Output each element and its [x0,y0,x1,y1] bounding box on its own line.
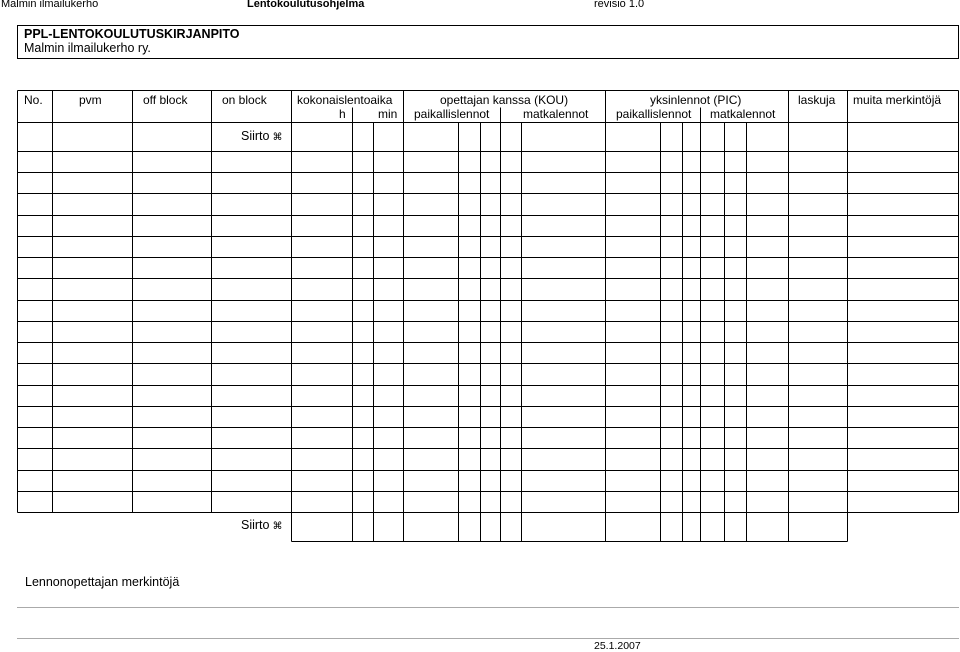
carry-out-label [241,518,282,532]
notes-line-2 [17,638,959,639]
col-remarks: muita merkintöjä [853,93,942,107]
col-solo: yksinlennot (PIC) [650,93,742,107]
page-subtitle: Malmin ilmailukerho ry. [24,41,151,55]
col-on-block: on block [222,93,267,107]
club-name: Malmin ilmailukerho [1,0,99,10]
col-no: No. [24,93,43,107]
page-title: PPL-LENTOKOULUTUSKIRJANPITO [24,27,240,41]
col-landings: laskuja [798,93,836,107]
col-solo-local: paikallislennot [616,107,692,121]
revision-label: revisio 1.0 [594,0,645,10]
col-hours: h [339,107,346,121]
col-dual: opettajan kanssa (KOU) [440,93,569,107]
col-minutes: min [378,107,398,121]
carry-in-mark-icon: ⌘ [272,132,283,143]
instructor-notes-label: Lennonopettajan merkintöjä [25,575,180,589]
program-name: Lentokoulutusohjelma [247,0,365,10]
col-total-time: kokonaislentoaika [297,93,393,107]
carry-in-label [241,129,282,143]
col-dual-local: paikallislennot [414,107,490,121]
col-date: pvm [79,93,102,107]
col-solo-cross: matkalennot [710,107,776,121]
col-dual-cross: matkalennot [523,107,589,121]
carry-in-text: Siirto [241,129,270,143]
footer-date: 25.1.2007 [594,640,641,652]
carry-out-mark-icon: ⌘ [272,521,283,532]
notes-line-1 [17,607,959,608]
carry-out-text: Siirto [241,518,270,532]
col-off-block: off block [143,93,188,107]
